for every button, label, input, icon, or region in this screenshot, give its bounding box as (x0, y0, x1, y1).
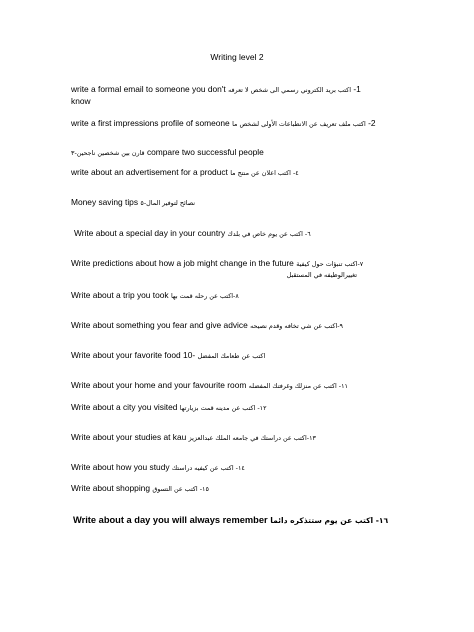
item-text-en: Write about a special day in your country (74, 228, 226, 238)
item-text-ar: ٦- اكتب عن يوم خاص في بلدك (227, 230, 311, 238)
item-text-ar: ١١- اكتب عن منزلك وغرفتك المفضله (248, 382, 348, 390)
item-text-ar: ٤- اكتب اعلان عن منتج ما (230, 169, 299, 177)
item-text-en: write a first impressions profile of someone (71, 118, 230, 128)
list-item (74, 228, 406, 240)
list-item (71, 167, 403, 179)
list-item (71, 118, 403, 130)
document-title: Writing level 2 (210, 52, 264, 62)
list-item (71, 320, 403, 332)
item-text-ar: ١٣-اكتب عن دراستك في جامعه الملك عبدالعزيز (188, 434, 316, 442)
item-text-en: Money saving tips (71, 197, 139, 207)
list-item (71, 147, 403, 159)
item-text-en: write about an advertisement for a product (71, 167, 228, 177)
item-text-en: Write about a day you will always remember (73, 515, 268, 525)
item-text-en: Write about something you fear and give advice (71, 320, 248, 330)
item-text-ar: ٧-اكتب تنبؤات حول كيفية (296, 260, 364, 268)
item-text-ar: ٩-اكتب عن شي تخافه وقدم نصيحه (250, 322, 343, 330)
item-text-ar: قارن بين شخصين ناجحين-٣ (71, 149, 145, 157)
list-item (71, 290, 403, 302)
list-item (71, 258, 403, 280)
item-text-ar: اكتب ملف تعريف عن الانطباعات الأولى لشخص ما (232, 120, 366, 128)
list-item (71, 380, 403, 392)
list-item (71, 483, 403, 495)
item-text-en: Write about a trip you took (71, 290, 169, 300)
list-item (71, 462, 403, 474)
item-text-en: Write about a city you visited (71, 402, 178, 412)
item-text-en: Write predictions about how a job might change in the future (71, 258, 294, 268)
list-item (71, 402, 403, 414)
item-text-ar: ١٢- اكتب عن مدينه قمت بزيارتها (179, 404, 267, 412)
item-text-ar: ١٥- اكتب عن التسوق (152, 485, 209, 493)
item-text-en: Write about shopping (71, 483, 150, 493)
item-text-ar: ١٦- اكتب عن يوم ستتذكره دائما (270, 516, 389, 525)
list-item (71, 197, 403, 209)
item-text-en: compare two successful people (146, 147, 264, 157)
item-number: -1 (353, 84, 361, 94)
list-item (71, 432, 403, 444)
item-number: -2 (368, 118, 376, 128)
item-text-ar: اكتب بريد الكتروني رسمي الى شخص لا تعرفه (228, 86, 351, 94)
item-text-ar: اكتب عن طعامك المفضل (197, 352, 266, 360)
list-item (71, 84, 403, 106)
item-text-ar: ١٤- اكتب عن كيفيه دراستك (171, 464, 245, 472)
item-text-en: write a formal email to someone you don't (71, 84, 226, 94)
item-text-ar: ٨-اكتب عن رحله قمت بها (170, 292, 239, 300)
item-continuation: know (71, 95, 91, 106)
list-item (73, 515, 413, 527)
item-text-en: Write about how you study (71, 462, 170, 472)
item-text-en: Write about your home and your favourite room (71, 380, 247, 390)
item-text-en: Write about your studies at kau (71, 432, 187, 442)
list-item (71, 350, 403, 362)
item-text-en: Write about your favorite food 10- (71, 350, 196, 360)
item-text-ar: نصائح لتوفير المال-٥ (140, 199, 196, 207)
item-continuation: تغييرالوظيفه في المستقبل (286, 270, 357, 279)
